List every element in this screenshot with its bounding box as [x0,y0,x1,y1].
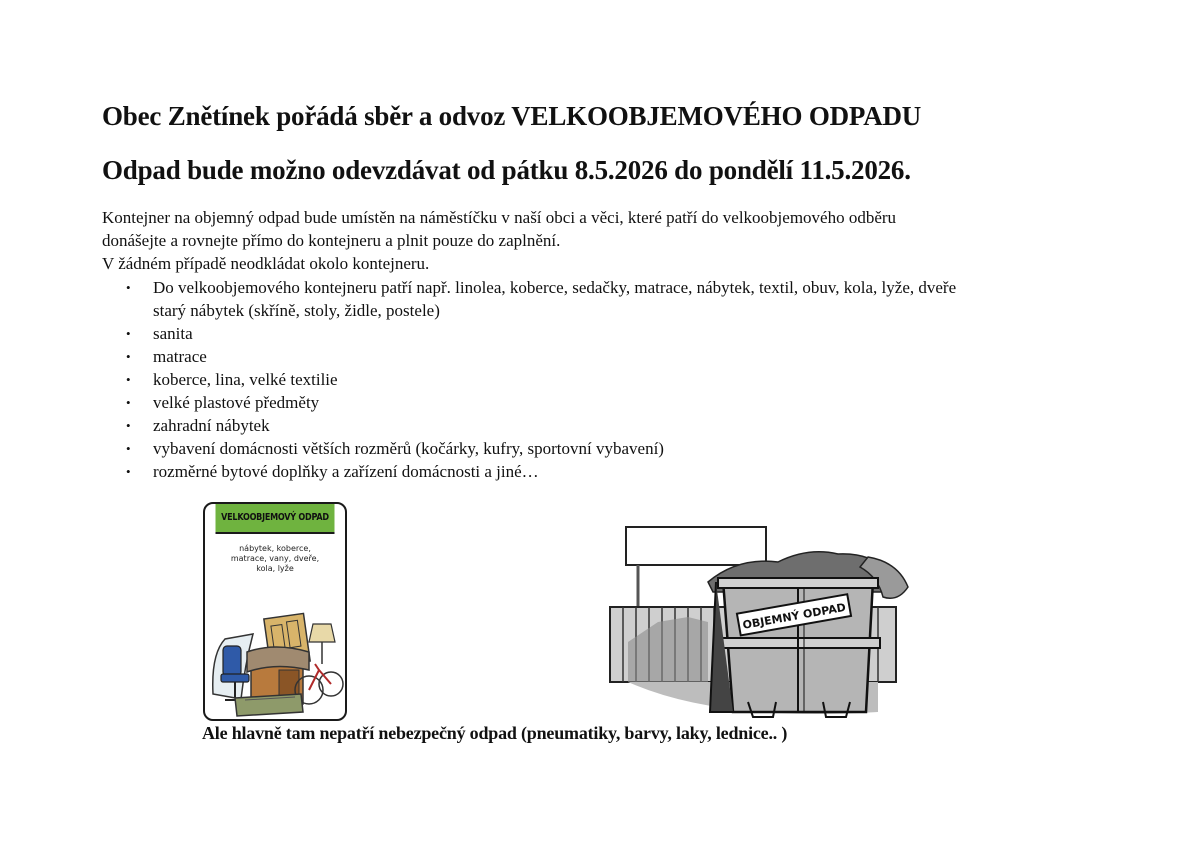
furniture-pile-icon [205,594,345,719]
bulky-waste-card-image [203,502,347,721]
card-text-line: matrace, vany, dveře, [230,554,320,563]
list-item: • vybavení domácnosti větších rozměrů (kočárky, kufry, sportovní vybavení) [102,437,956,460]
list-item: • zahradní nábytek [102,414,956,437]
title-line-1: Obec Znětínek pořádá sběr a odvoz VELKOOBJEMOVÉHO ODPADU [102,101,922,131]
card-text-line: nábytek, koberce, [239,544,311,553]
list-item: • koberce, lina, velké textilie [102,368,956,391]
list-item-text: starý nábytek (skříně, stoly, židle, postele) [153,301,440,320]
list-item: • rozměrné bytové doplňky a zařízení domácnosti a jiné… [102,460,956,483]
warning-note: Ale hlavně tam nepatří nebezpečný odpad (pneumatiky, barvy, laky, lednice.. ) [202,723,788,743]
list-item [102,276,956,322]
card-text [205,544,345,574]
list-item-text: • Do velkoobjemového kontejneru patří např. linolea, koberce, sedačky, matrace, nábytek, textil, obuv, kola, lyže, dveře [153,278,957,297]
paragraph-line: Kontejner na objemný odpad bude umístěn na náměstíčku v naší obci a věci, které patří do velkoobjemového odběru [102,208,897,227]
list-item: • matrace [102,345,956,368]
dumpster-illustration-icon [598,512,920,722]
card-header: VELKOOBJEMOVÝ ODPAD [216,504,335,534]
items-list [102,276,956,483]
dumpster-label: OBJEMNÝ ODPAD [741,600,847,632]
title-line-2: Odpad bude možno odevzdávat od pátku 8.5.2026 do pondělí 11.5.2026. [102,155,911,185]
paragraph-line: donášejte a rovnejte přímo do kontejneru a plnit pouze do zaplnění. [102,231,561,250]
paragraph-line: V žádném případě neodkládat okolo kontejneru. [102,254,430,273]
card-text-line: kola, lyže [256,564,294,573]
list-item: • velké plastové předměty [102,391,956,414]
intro-paragraph [102,206,1142,275]
list-item: • sanita [102,322,956,345]
